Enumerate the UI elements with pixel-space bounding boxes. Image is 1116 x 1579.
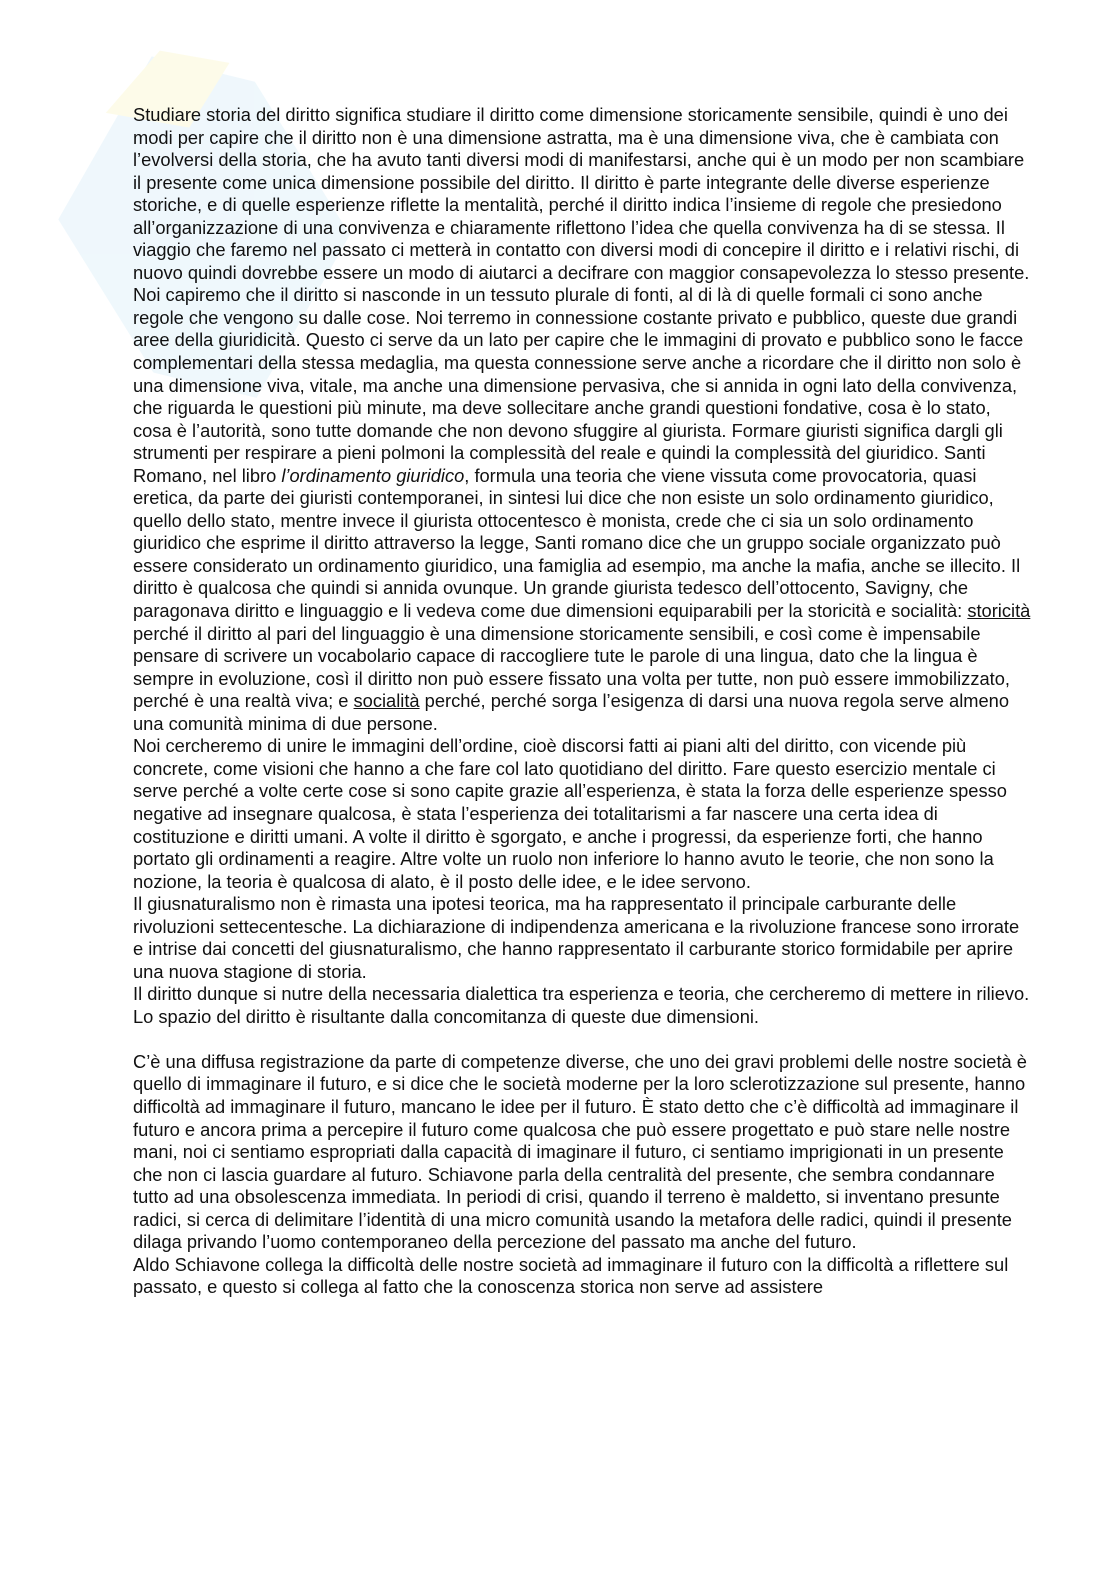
underlined-text: storicità [967, 600, 1031, 622]
paragraph-gap [133, 1028, 1033, 1051]
underlined-text: socialità [353, 690, 420, 712]
text-run: perché, perché sorga l’esigenza di darsi una nuova regola serve almeno una comunità minima di due persone. [133, 690, 1009, 734]
text-run: perché il diritto al pari del linguaggio è una dimensione storicamente sensibili, e così come è impensabile pensare di scrivere un vocabolario capace di raccogliere tute le parole di una lingua, dato che la lingua è sempre in evoluzione, così il diritto non può essere fissato una volta per tutte, non può essere immobilizzato, perché è una realtà viva; e [133, 622, 1010, 712]
text-run: Noi cercheremo di unire le immagini dell’ordine, cioè discorsi fatti ai piani alti del diritto, con vicende più concrete, come visioni che hanno a che fare col lato quotidiano del diritto. Fare questo esercizio mentale ci serve perché a volte certe cose si sono capite grazie all’esperienza, è stata la forza delle esperienze spesso negative ad insegnare qualcosa, è stata l’esperienza dei totalitarismi a far nascere una certa idea di costituzione e diritti umani. A volte il diritto è sgorgato, e anche i progressi, da esperienze forti, che hanno portato gli ordinamenti a reagire. Altre volte un ruolo non inferiore lo hanno avuto le teorie, che non sono la nozione, la teoria è qualcosa di alato, è il posto delle idee, e le idee servono. [133, 735, 1007, 892]
paragraph [133, 893, 1033, 983]
paragraph [133, 983, 1033, 1028]
text-run: Il diritto dunque si nutre della necessaria dialettica tra esperienza e teoria, che cercheremo di mettere in rilievo. Lo spazio del diritto è risultante dalla concomitanza di queste due dimensioni. [133, 983, 1030, 1027]
paragraph [133, 104, 1033, 735]
text-run: Il giusnaturalismo non è rimasta una ipotesi teorica, ma ha rappresentato il principale carburante delle rivoluzioni settecentesche. La dichiarazione di indipendenza americana e la rivoluzione francese sono irrorate e intrise dai concetti del giusnaturalismo, che hanno rappresentato il carburante storico formidabile per aprire una nuova stagione di storia. [133, 893, 1020, 982]
text-run: , formula una teoria che viene vissuta come provocatoria, quasi eretica, da parte dei giuristi contemporanei, in sintesi lui dice che non esiste un solo ordinamento giuridico, quello dello stato, mentre invece il giurista ottocentesco è monista, crede che ci sia un solo ordinamento giuridico che esprime il diritto attraverso la legge, Santi romano dice che un gruppo sociale organizzato può essere considerato un ordinamento giuridico, una famiglia ad esempio, ma anche la mafia, anche se illecito. Il diritto è qualcosa che quindi si annida ovunque. Un grande giurista tedesco dell’ottocento, Savigny, che paragonava diritto e linguaggio e li vedeva come due dimensioni equiparabili per la storicità e socialità: [133, 464, 1021, 622]
text-run: C’è una diffusa registrazione da parte di competenze diverse, che uno dei gravi problemi delle nostre società è quello di immaginare il futuro, e si dice che le società moderne per la loro sclerotizzazione sul presente, hanno difficoltà ad immaginare il futuro, mancano le idee per il futuro. È stato detto che c’è difficoltà ad immaginare il futuro e ancora prima a percepire il futuro come qualcosa che può essere progettato e può stare nelle nostre mani, noi ci sentiamo espropriati dalla capacità di imaginare il futuro, ci sentiamo imprigionati in un presente che non ci lascia guardare al futuro. Schiavone parla della centralità del presente, che sembra condannare tutto ad una obsolescenza immediata. In periodi di crisi, quando il terreno è maldetto, si inventano presunte radici, si cerca di delimitare l’identità di una micro comunità usando la metafora delle radici, quindi il presente dilaga privando l’uomo contemporaneo della percezione del passato ma anche del futuro. [133, 1050, 1027, 1253]
paragraph [133, 735, 1033, 893]
text-run: Aldo Schiavone collega la difficoltà delle nostre società ad immaginare il futuro con la difficoltà a riflettere sul passato, e questo si collega al fatto che la conoscenza storica non serve ad assistere [133, 1253, 1009, 1298]
italic-text: l’ordinamento giuridico [281, 464, 465, 486]
text-run: Studiare storia del diritto significa studiare il diritto come dimensione storicamente sensibile, quindi è uno dei modi per capire che il diritto non è una dimensione astratta, ma è una dimensione viva, che è cambiata con l’evolversi della storia, che ha avuto tanti diversi modi di manifestarsi, anche qui è un modo per non scambiare il presente come unica dimensione possibile del diritto. Il diritto è parte integrante delle diverse esperienze storiche, e di quelle esperienze riflette la mentalità, perché il diritto indica l’insieme di regole che presiedono all’organizzazione di una convivenza e chiaramente riflettono l’idea che quella convivenza ha di se stessa. Il viaggio che faremo nel passato ci metterà in contatto con diversi modi di concepire il diritto e i relativi rischi, di nuovo quindi dovrebbe essere un modo di aiutarci a decifrare con maggior consapevolezza lo stesso presente. Noi capiremo che il diritto si nasconde in un tessuto plurale di fonti, al di là di quelle formali ci sono anche regole che vengono su dalle cose. Noi terremo in connessione costante privato e pubblico, queste due grandi aree della giuridicità. Questo ci serve da un lato per capire che le immagini di provato e pubblico sono le facce complementari della stessa medaglia, ma questa connessione serve anche a ricordare che il diritto non solo è una dimensione viva, vitale, ma anche una dimensione pervasiva, che si annida in ogni lato della convivenza, che riguarda le questioni più minute, ma deve sollecitare anche grandi questioni fondative, cosa è lo stato, cosa è l’autorità, sono tutte domande che non devono sfuggire al giurista. Formare giuristi significa dargli gli strumenti per respirare a pieni polmoni la complessità del reale e quindi la complessità del giuridico. Santi Romano, nel libro [133, 104, 1030, 486]
document-body [133, 104, 1033, 1299]
paragraph [133, 1254, 1033, 1299]
paragraph [133, 1051, 1033, 1254]
